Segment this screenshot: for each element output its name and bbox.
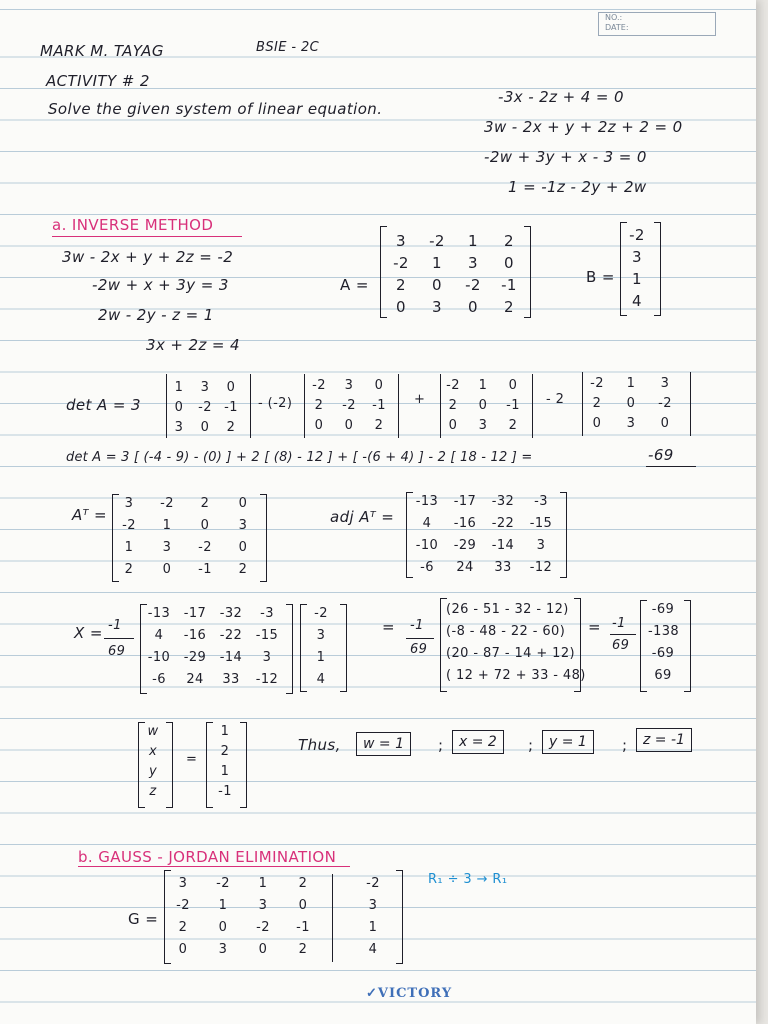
- part-a-title: a. INVERSE METHOD: [52, 216, 214, 234]
- cofactor-4: - 2: [546, 392, 565, 407]
- matrix-adj-2-cell: -22: [219, 628, 243, 643]
- minor-1-cell: 3: [174, 420, 184, 435]
- vector-b-2-cell: 1: [316, 650, 326, 665]
- matrix-g-aug-cell: 3: [368, 898, 378, 913]
- minor-2-cell: 0: [374, 378, 384, 393]
- frac-den-3: 69: [612, 638, 630, 653]
- matrix-g-cell: 1: [258, 876, 268, 891]
- matrix-adj-cell: -22: [491, 516, 515, 531]
- given-eq-2: 3w - 2x + y + 2z + 2 = 0: [484, 118, 683, 136]
- row-operation: R₁ ÷ 3 → R₁: [428, 872, 508, 887]
- matrix-g-cell: 3: [218, 942, 228, 957]
- matrix-g-cell: 0: [218, 920, 228, 935]
- minor-4-cell: 3: [626, 416, 636, 431]
- minor-4-cell: -2: [590, 376, 604, 391]
- brand-name: VICTORY: [377, 986, 453, 1001]
- matrix-g-cell: 0: [298, 898, 308, 913]
- matrix-g-cell: 3: [178, 876, 188, 891]
- matrix-g-cell: 0: [258, 942, 268, 957]
- matrix-adj-2-cell: -14: [219, 650, 243, 665]
- matrix-a-cell: 3: [396, 232, 406, 250]
- matrix-adj-cell: -16: [453, 516, 477, 531]
- matrix-g-cell: 1: [218, 898, 228, 913]
- minor-3-cell: -2: [446, 378, 460, 393]
- matrix-at-cell: -2: [122, 518, 136, 533]
- matrix-g-aug-cell: 4: [368, 942, 378, 957]
- section: BSIE - 2C: [256, 40, 320, 55]
- frac-bar-3: [610, 634, 636, 635]
- matrix-adj-2-cell: -17: [183, 606, 207, 621]
- matrix-adj-cell: -10: [415, 538, 439, 553]
- det-result: -69: [648, 446, 674, 464]
- matrix-adj-cell: 3: [536, 538, 546, 553]
- a-transpose-label: Aᵀ =: [72, 506, 107, 524]
- equals-2: =: [588, 618, 601, 636]
- result-vector-cell: 69: [654, 668, 672, 683]
- frac-num-3: -1: [612, 616, 626, 631]
- matrix-adj-cell: 24: [456, 560, 474, 575]
- matrix-at-cell: 0: [238, 496, 248, 511]
- solution-cell: 2: [220, 744, 230, 759]
- minor-1-cell: -1: [224, 400, 238, 415]
- det-a-label: det A = 3: [66, 396, 141, 414]
- solution-cell: 1: [220, 724, 230, 739]
- minor-3-cell: 3: [478, 418, 488, 433]
- matrix-adj-2-cell: -32: [219, 606, 243, 621]
- matrix-at-cell: 2: [124, 562, 134, 577]
- matrix-a-cell: -2: [465, 276, 481, 294]
- matrix-at-cell: -1: [198, 562, 212, 577]
- minor-3-cell: 2: [448, 398, 458, 413]
- matrix-a-cell: -1: [501, 276, 517, 294]
- g-right-bracket: [396, 870, 403, 964]
- result-vector-cell: -69: [651, 602, 675, 617]
- matrix-g-cell: -2: [256, 920, 270, 935]
- sep-2: ;: [528, 736, 534, 754]
- part-a-underline: [52, 236, 242, 237]
- matrix-g-cell: 2: [298, 876, 308, 891]
- minor-2-cell: 3: [344, 378, 354, 393]
- vector-b-label: B =: [586, 268, 615, 286]
- g-augment-bar: [332, 874, 333, 962]
- matrix-at-cell: -2: [160, 496, 174, 511]
- minor-3-cell: 0: [478, 398, 488, 413]
- matrix-a-right-bracket: [524, 226, 531, 318]
- frac-bar-1: [104, 638, 134, 639]
- matrix-g-cell: -2: [216, 876, 230, 891]
- minor1-right: [250, 374, 251, 438]
- no-date-box: [598, 12, 716, 36]
- given-eq-3: -2w + 3y + x - 3 = 0: [484, 148, 647, 166]
- date-label: DATE:: [605, 23, 629, 32]
- vector-b-2-cell: -2: [314, 606, 328, 621]
- matrix-adj-2-cell: -10: [147, 650, 171, 665]
- minor2-right: [398, 374, 399, 438]
- matrix-g-aug-cell: 1: [368, 920, 378, 935]
- solution-cell: 1: [220, 764, 230, 779]
- solution-cell: -1: [218, 784, 232, 799]
- minor-1-cell: 3: [200, 380, 210, 395]
- minor-3-cell: 0: [448, 418, 458, 433]
- minor-4-cell: 2: [592, 396, 602, 411]
- adj2-right-bracket: [286, 604, 293, 694]
- frac-den-1: 69: [108, 644, 126, 659]
- minor-1-cell: 0: [226, 380, 236, 395]
- matrix-at-cell: 0: [238, 540, 248, 555]
- matrix-at-cell: 2: [200, 496, 210, 511]
- frac-bar-2: [406, 638, 434, 639]
- adj-label: adj Aᵀ =: [330, 508, 395, 526]
- sep-1: ;: [438, 736, 444, 754]
- bvec2-right-bracket: [340, 604, 347, 692]
- instruction: Solve the given system of linear equation.: [48, 100, 383, 118]
- matrix-at-cell: 1: [162, 518, 172, 533]
- minor-4-cell: 0: [626, 396, 636, 411]
- matrix-adj-cell: -29: [453, 538, 477, 553]
- eq-a-4: 3x + 2z = 4: [146, 336, 240, 354]
- matrix-adj-2-cell: -15: [255, 628, 279, 643]
- matrix-a-cell: 0: [396, 298, 406, 316]
- minor-1-cell: 0: [174, 400, 184, 415]
- adj-right-bracket: [560, 492, 567, 578]
- variable-cell: w: [147, 724, 159, 739]
- variable-cell: z: [149, 784, 157, 799]
- matrix-adj-2-cell: -29: [183, 650, 207, 665]
- matrix-a-cell: -2: [393, 254, 409, 272]
- minor-1-cell: 2: [226, 420, 236, 435]
- matrix-at-cell: 0: [162, 562, 172, 577]
- matrix-adj-2-cell: 3: [262, 650, 272, 665]
- det-expansion: det A = 3 [ (-4 - 9) - (0) ] + 2 [ (8) - 12 ] + [ -(6 + 4) ] - 2 [ 18 - 12 ] =: [66, 450, 533, 465]
- minor3-right: [532, 374, 533, 438]
- check-icon: ✓: [366, 986, 378, 1001]
- matrix-at-cell: 2: [238, 562, 248, 577]
- matrix-adj-cell: -15: [529, 516, 553, 531]
- minor-4-cell: 0: [660, 416, 670, 431]
- sep-3: ;: [622, 736, 628, 754]
- matrix-adj-cell: -13: [415, 494, 439, 509]
- matrix-adj-2-cell: 4: [154, 628, 164, 643]
- vector-b-2-cell: 3: [316, 628, 326, 643]
- matrix-at-cell: 0: [200, 518, 210, 533]
- at-right-bracket: [260, 494, 267, 582]
- given-eq-1: -3x - 2z + 4 = 0: [498, 88, 624, 106]
- minor-1-cell: -2: [198, 400, 212, 415]
- matrix-adj-2-cell: -6: [152, 672, 166, 687]
- frac-num-2: -1: [410, 618, 424, 633]
- equals-1: =: [382, 618, 395, 636]
- thus-label: Thus,: [298, 736, 341, 754]
- answer-w: w = 1: [356, 732, 411, 756]
- eq-a-2: -2w + x + 3y = 3: [92, 276, 229, 294]
- activity-title: ACTIVITY # 2: [46, 72, 150, 90]
- minor-2-cell: -2: [342, 398, 356, 413]
- vector-b-2-cell: 4: [316, 672, 326, 687]
- equals-3: =: [186, 752, 198, 767]
- minor-2-cell: 2: [314, 398, 324, 413]
- matrix-a-cell: 3: [432, 298, 442, 316]
- matrix-at-cell: 1: [124, 540, 134, 555]
- sol-right-bracket: [240, 722, 247, 808]
- matrix-adj-cell: -14: [491, 538, 515, 553]
- answer-x: x = 2: [452, 730, 504, 754]
- matrix-g-cell: 2: [298, 942, 308, 957]
- matrix-a-cell: 1: [468, 232, 478, 250]
- no-label: NO.:: [605, 13, 623, 22]
- minor-2-cell: 2: [374, 418, 384, 433]
- eq-a-1: 3w - 2x + y + 2z = -2: [62, 248, 234, 266]
- res-left-bracket: [640, 600, 647, 692]
- brand-logo: [366, 986, 452, 1001]
- result-vector-cell: -69: [651, 646, 675, 661]
- part-b-underline: [78, 866, 350, 867]
- minor-3-cell: -1: [506, 398, 520, 413]
- matrix-a-cell: 0: [432, 276, 442, 294]
- variable-cell: y: [148, 764, 158, 779]
- minor-3-cell: 0: [508, 378, 518, 393]
- minor-1-cell: 0: [200, 420, 210, 435]
- matrix-a-cell: 3: [468, 254, 478, 272]
- minor-3-cell: 1: [478, 378, 488, 393]
- matrix-g-label: G =: [128, 910, 159, 928]
- vector-b-cell: 3: [632, 248, 642, 266]
- minor-4-cell: 1: [626, 376, 636, 391]
- matrix-g-cell: 3: [258, 898, 268, 913]
- matrix-g-cell: -1: [296, 920, 310, 935]
- frac-num-1: -1: [108, 618, 122, 633]
- matrix-adj-2-cell: 24: [186, 672, 204, 687]
- product-row: ( 12 + 72 + 33 - 48): [446, 668, 586, 683]
- matrix-adj-2-cell: -13: [147, 606, 171, 621]
- minor-4-cell: -2: [658, 396, 672, 411]
- matrix-adj-cell: -17: [453, 494, 477, 509]
- minor-4-cell: 3: [660, 376, 670, 391]
- matrix-a-cell: -2: [429, 232, 445, 250]
- matrix-g-cell: -2: [176, 898, 190, 913]
- matrix-adj-2-cell: -3: [260, 606, 274, 621]
- product-row: (20 - 87 - 14 + 12): [446, 646, 575, 661]
- matrix-a-cell: 0: [504, 254, 514, 272]
- minor-3-cell: 2: [508, 418, 518, 433]
- matrix-a-cell: 2: [504, 298, 514, 316]
- matrix-a-cell: 1: [432, 254, 442, 272]
- matrix-a-cell: 0: [468, 298, 478, 316]
- result-vector-cell: -138: [648, 624, 680, 639]
- vector-b-cell: -2: [629, 226, 645, 244]
- eq-a-3: 2w - 2y - z = 1: [98, 306, 214, 324]
- matrix-at-cell: -2: [198, 540, 212, 555]
- cofactor-3: +: [414, 392, 426, 407]
- vector-b-cell: 1: [632, 270, 642, 288]
- minor-2-cell: 0: [314, 418, 324, 433]
- matrix-adj-cell: -6: [420, 560, 434, 575]
- matrix-adj-2-cell: -16: [183, 628, 207, 643]
- answer-y: y = 1: [542, 730, 594, 754]
- matrix-adj-2-cell: -12: [255, 672, 279, 687]
- minor-2-cell: 0: [344, 418, 354, 433]
- product-row: (26 - 51 - 32 - 12): [446, 602, 569, 617]
- matrix-g-cell: 2: [178, 920, 188, 935]
- minor-1-cell: 1: [174, 380, 184, 395]
- x-label: X =: [74, 624, 103, 642]
- product-row: (-8 - 48 - 22 - 60): [446, 624, 566, 639]
- minor-2-cell: -1: [372, 398, 386, 413]
- matrix-adj-2-cell: 33: [222, 672, 240, 687]
- matrix-at-cell: 3: [124, 496, 134, 511]
- matrix-adj-cell: -3: [534, 494, 548, 509]
- minor4-right: [690, 372, 691, 436]
- given-eq-4: 1 = -1z - 2y + 2w: [508, 178, 647, 196]
- matrix-at-cell: 3: [162, 540, 172, 555]
- student-name: MARK M. TAYAG: [40, 42, 164, 60]
- variable-cell: x: [148, 744, 158, 759]
- matrix-a-cell: 2: [504, 232, 514, 250]
- matrix-g-aug-cell: -2: [366, 876, 380, 891]
- matrix-adj-cell: 33: [494, 560, 512, 575]
- matrix-a-cell: 2: [396, 276, 406, 294]
- answer-z: z = -1: [636, 728, 692, 752]
- matrix-a-label: A =: [340, 276, 369, 294]
- res-right-bracket: [684, 600, 691, 692]
- matrix-adj-cell: -32: [491, 494, 515, 509]
- matrix-adj-cell: -12: [529, 560, 553, 575]
- vector-b-right-bracket: [654, 222, 661, 316]
- minor-4-cell: 0: [592, 416, 602, 431]
- minor-2-cell: -2: [312, 378, 326, 393]
- frac-den-2: 69: [410, 642, 428, 657]
- vector-b-cell: 4: [632, 292, 642, 310]
- matrix-g-cell: 0: [178, 942, 188, 957]
- det-result-underline: [646, 466, 696, 467]
- matrix-adj-cell: 4: [422, 516, 432, 531]
- part-b-title: b. GAUSS - JORDAN ELIMINATION: [78, 848, 337, 866]
- matrix-at-cell: 3: [238, 518, 248, 533]
- cofactor-2: - (-2): [258, 396, 293, 411]
